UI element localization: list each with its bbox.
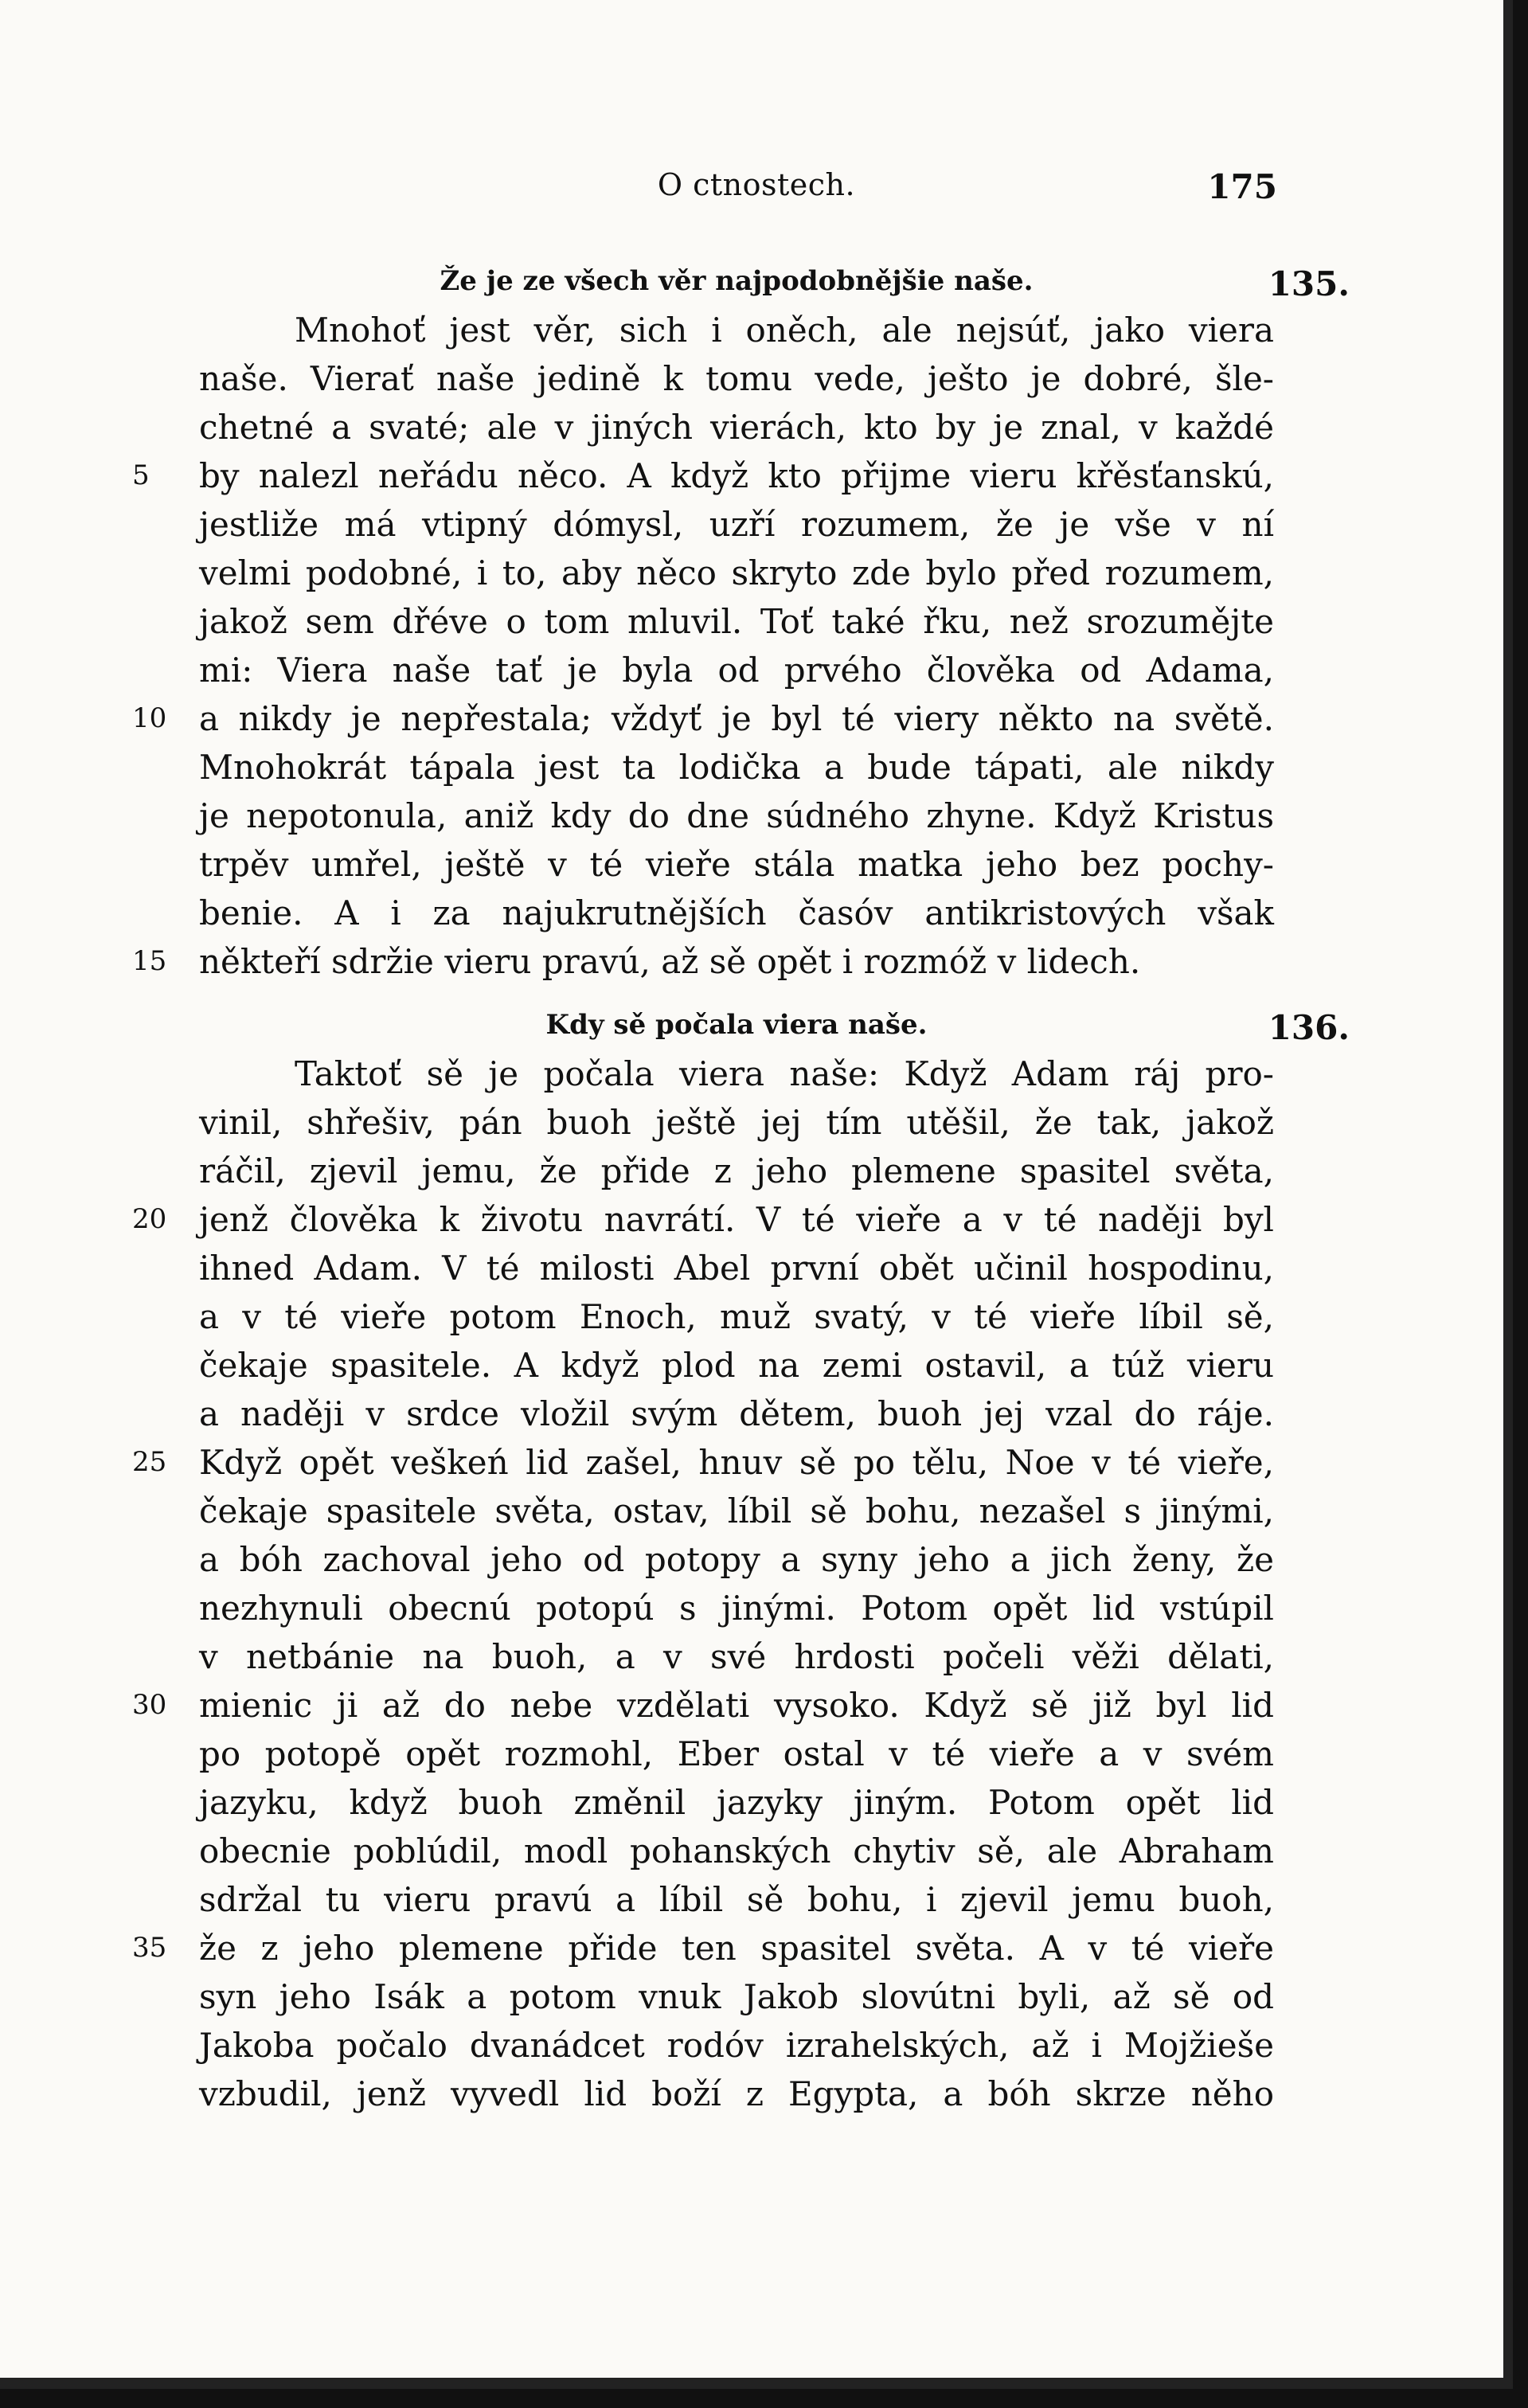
text-line bbox=[199, 2021, 1274, 2070]
text-line bbox=[199, 840, 1274, 889]
text-line bbox=[199, 1827, 1274, 1875]
text-line bbox=[199, 2070, 1274, 2118]
text-line bbox=[199, 792, 1274, 840]
text-line bbox=[199, 1390, 1274, 1438]
text-line bbox=[199, 1778, 1274, 1827]
text-line bbox=[199, 403, 1274, 452]
text-line bbox=[132, 937, 1274, 986]
text-line bbox=[199, 1244, 1274, 1292]
line-text: a nikdy je nepřestala; vždyť je byl té viery někto na světě. bbox=[199, 699, 1274, 738]
line-number: 5 bbox=[132, 459, 150, 491]
text-line bbox=[132, 452, 1274, 500]
text-line bbox=[132, 694, 1274, 743]
line-text: mienic ji až do nebe vzdělati vysoko. Když sě již byl lid bbox=[199, 1686, 1274, 1725]
section-title: Kdy sě počala viera naše. bbox=[545, 1009, 928, 1041]
text-line bbox=[199, 1292, 1274, 1341]
text-line bbox=[199, 646, 1274, 694]
section-heading bbox=[199, 1000, 1350, 1050]
page-header bbox=[0, 167, 1513, 215]
line-text: by nalezl neřádu něco. A když kto přijme vieru křěsťanskú, bbox=[199, 456, 1274, 495]
line-text: syn jeho Isák a potom vnuk Jakob slovútni byli, až sě od bbox=[199, 1977, 1274, 2016]
line-number: 10 bbox=[132, 702, 167, 734]
text-line bbox=[199, 1584, 1274, 1632]
line-number: 30 bbox=[132, 1689, 167, 1721]
line-number: 35 bbox=[132, 1932, 167, 1964]
text-line bbox=[132, 1438, 1274, 1487]
line-text: čekaje spasitele světa, ostav, líbil sě bohu, nezašel s jinými, bbox=[199, 1491, 1274, 1530]
section-number: 136. bbox=[1268, 1008, 1350, 1047]
line-text: naše. Vierať naše jedině k tomu vede, ješto je dobré, šle- bbox=[199, 359, 1274, 398]
line-text: ihned Adam. V té milosti Abel první obět učinil hospodinu, bbox=[199, 1249, 1274, 1288]
line-text: Mnohoť jest věr, sich i oněch, ale nejsúť, jako viera bbox=[295, 311, 1274, 350]
page-number: 175 bbox=[1207, 167, 1277, 206]
line-text: sdržal tu vieru pravú a líbil sě bohu, i zjevil jemu buoh, bbox=[199, 1880, 1274, 1919]
line-text: Taktoť sě je počala viera naše: Když Adam ráj pro- bbox=[295, 1054, 1274, 1093]
text-line bbox=[199, 1730, 1274, 1778]
line-text: trpěv umřel, ještě v té vieře stála matka jeho bez pochy- bbox=[199, 845, 1274, 884]
line-number: 20 bbox=[132, 1203, 167, 1235]
text-line bbox=[199, 1535, 1274, 1584]
section-136 bbox=[132, 1000, 1350, 2118]
line-text: a naději v srdce vložil svým dětem, buoh jej vzal do ráje. bbox=[199, 1394, 1274, 1433]
text-line bbox=[199, 1098, 1274, 1147]
line-text: a bóh zachoval jeho od potopy a syny jeho a jich ženy, že bbox=[199, 1540, 1274, 1579]
line-text: čekaje spasitele. A když plod na zemi ostavil, a túž vieru bbox=[199, 1346, 1274, 1385]
line-text: vinil, shřešiv, pán buoh ještě jej tím utěšil, že tak, jakož bbox=[199, 1103, 1274, 1142]
line-text: někteří sdržie vieru pravú, až sě opět i rozmóž v lidech. bbox=[199, 942, 1141, 981]
text-line bbox=[199, 1875, 1274, 1924]
line-number: 15 bbox=[132, 945, 167, 977]
text-line bbox=[199, 889, 1274, 937]
line-text: a v té vieře potom Enoch, muž svatý, v té vieře líbil sě, bbox=[199, 1297, 1274, 1336]
line-number: 25 bbox=[132, 1446, 167, 1478]
text-line bbox=[199, 354, 1274, 403]
line-text: mi: Viera naše tať je byla od prvého člověka od Adama, bbox=[199, 651, 1274, 690]
text-line bbox=[199, 306, 1274, 354]
line-text: nezhynuli obecnú potopú s jinými. Potom opět lid vstúpil bbox=[199, 1589, 1274, 1628]
section-title: Že je ze všech věr najpodobnějšie naše. bbox=[440, 265, 1034, 297]
text-line bbox=[199, 549, 1274, 597]
line-text: po potopě opět rozmohl, Eber ostal v té vieře a v svém bbox=[199, 1734, 1274, 1773]
line-text: obecnie poblúdil, modl pohanských chytiv sě, ale Abraham bbox=[199, 1831, 1274, 1870]
section-heading bbox=[199, 256, 1350, 306]
line-text: jenž člověka k životu navrátí. V té vieře a v té naději byl bbox=[199, 1200, 1274, 1239]
line-text: ráčil, zjevil jemu, že přide z jeho plemene spasitel světa, bbox=[199, 1151, 1274, 1190]
section-number: 135. bbox=[1268, 264, 1350, 303]
line-text: vzbudil, jenž vyvedl lid boží z Egypta, a bóh skrze něho bbox=[199, 2074, 1274, 2113]
line-text: velmi podobné, i to, aby něco skryto zde bylo před rozumem, bbox=[199, 553, 1274, 592]
running-title: O ctnostech. bbox=[657, 167, 856, 202]
text-line bbox=[199, 1972, 1274, 2021]
text-line bbox=[199, 1341, 1274, 1390]
line-text: Mnohokrát tápala jest ta lodička a bude tápati, ale nikdy bbox=[199, 748, 1274, 787]
text-line bbox=[199, 743, 1274, 792]
line-text: Jakoba počalo dvanádcet rodóv izrahelských, až i Mojžieše bbox=[199, 2026, 1274, 2065]
text-line bbox=[199, 1632, 1274, 1681]
section-135 bbox=[132, 256, 1350, 986]
section-lines bbox=[132, 1050, 1274, 2118]
line-text: Když opět veškeń lid zašel, hnuv sě po tělu, Noe v té vieře, bbox=[199, 1443, 1274, 1482]
line-text: jazyku, když buoh změnil jazyky jiným. Potom opět lid bbox=[199, 1783, 1274, 1822]
text-line bbox=[199, 1050, 1274, 1098]
text-line bbox=[132, 1681, 1274, 1730]
line-text: benie. A i za najukrutnějších časóv antikristových však bbox=[199, 893, 1274, 932]
section-lines bbox=[132, 306, 1274, 986]
text-block bbox=[132, 256, 1350, 2118]
line-text: chetné a svaté; ale v jiných vierách, kto by je znal, v každé bbox=[199, 408, 1274, 447]
text-line bbox=[199, 1147, 1274, 1195]
text-line bbox=[132, 1924, 1274, 1972]
line-text: že z jeho plemene přide ten spasitel světa. A v té vieře bbox=[199, 1929, 1274, 1968]
line-text: je nepotonula, aniž kdy do dne súdného zhyne. Když Kristus bbox=[199, 796, 1274, 835]
text-line bbox=[199, 500, 1274, 549]
text-line bbox=[199, 597, 1274, 646]
text-line bbox=[132, 1195, 1274, 1244]
text-line bbox=[199, 1487, 1274, 1535]
line-text: v netbánie na buoh, a v své hrdosti počeli věži dělati, bbox=[199, 1637, 1274, 1676]
line-text: jakož sem dřéve o tom mluvil. Toť také řku, než srozumějte bbox=[199, 602, 1274, 641]
line-text: jestliže má vtipný dómysl, uzří rozumem, že je vše v ní bbox=[199, 505, 1274, 544]
